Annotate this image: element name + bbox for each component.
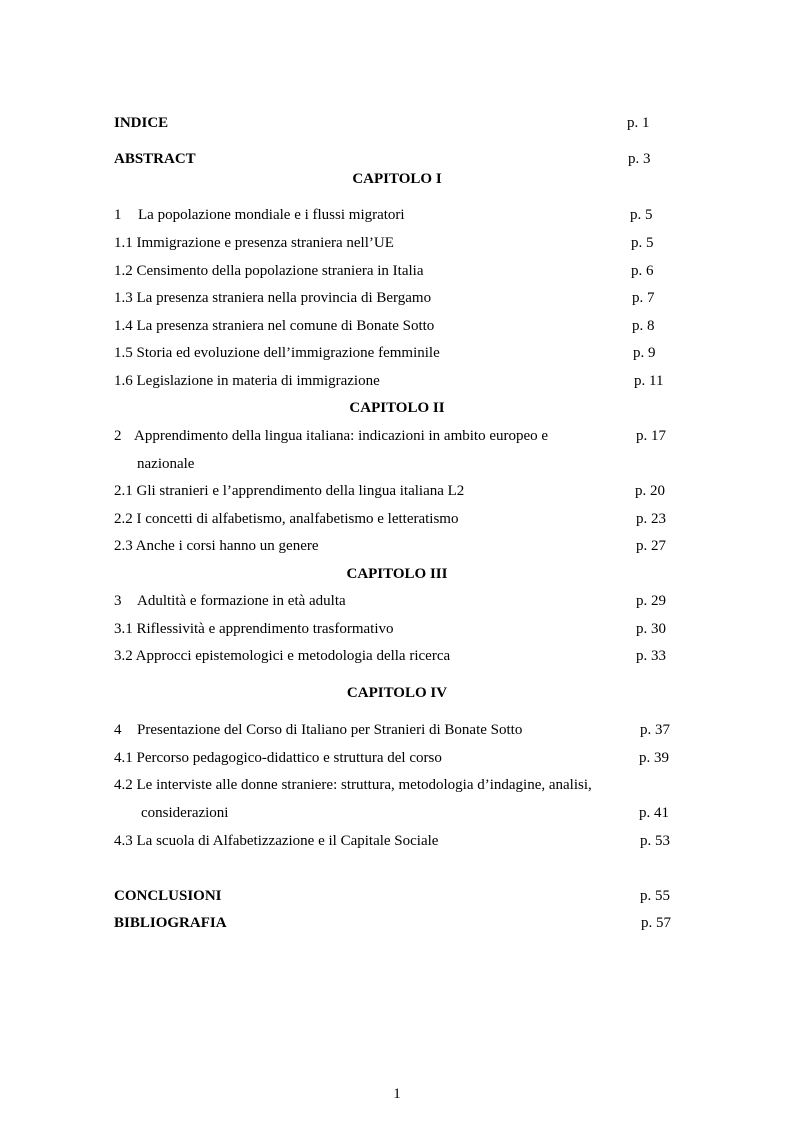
toc-entry-2-2 — [0, 512, 794, 532]
toc-page: p. 39 — [639, 750, 669, 766]
toc-title: 1.6 Legislazione in materia di immigrazione — [114, 373, 380, 389]
toc-page: p. 11 — [634, 373, 664, 389]
toc-title: 4.2 Le interviste alle donne straniere: struttura, metodologia d’indagine, analisi, — [114, 777, 592, 793]
toc-title: 2.2 I concetti di alfabetismo, analfabetismo e letteratismo — [114, 511, 459, 527]
toc-page: p. 55 — [640, 888, 670, 904]
toc-entry-4-1 — [0, 751, 794, 771]
toc-entry-2-continuation — [0, 457, 794, 477]
page-number: 1 — [393, 1086, 401, 1102]
toc-title: 4.1 Percorso pedagogico-didattico e struttura del corso — [114, 750, 442, 766]
toc-entry-1-4 — [0, 319, 794, 339]
toc-page: p. 41 — [639, 805, 669, 821]
toc-title: 1.2 Censimento della popolazione straniera in Italia — [114, 263, 424, 279]
toc-entry-bibliografia — [0, 916, 794, 936]
toc-entry-1 — [0, 208, 794, 228]
toc-title: 4.3 La scuola di Alfabetizzazione e il Capitale Sociale — [114, 833, 439, 849]
toc-page: p. 17 — [636, 428, 666, 444]
toc-title: 2.3 Anche i corsi hanno un genere — [114, 538, 319, 554]
toc-page: p. 5 — [631, 235, 654, 251]
toc-entry-4-2-continuation — [0, 806, 794, 826]
toc-page: p. 23 — [636, 511, 666, 527]
toc-entry-2 — [0, 429, 794, 449]
toc-entry-3-1 — [0, 622, 794, 642]
toc-title: 3.1 Riflessività e apprendimento trasformativo — [114, 621, 394, 637]
toc-title: Presentazione del Corso di Italiano per Stranieri di Bonate Sotto — [137, 722, 523, 738]
toc-page: p. 57 — [641, 915, 671, 931]
toc-title: 3.2 Approcci epistemologici e metodologia della ricerca — [114, 648, 451, 664]
toc-entry-1-3 — [0, 291, 794, 311]
toc-number: 2 — [114, 428, 122, 444]
toc-number: 1 — [114, 207, 122, 223]
toc-title: 1.4 La presenza straniera nel comune di Bonate Sotto — [114, 318, 435, 334]
toc-page: p. 9 — [633, 345, 656, 361]
toc-entry-4 — [0, 723, 794, 743]
toc-number: 4 — [114, 722, 122, 738]
toc-title: CONCLUSIONI — [114, 888, 222, 904]
toc-title: La popolazione mondiale e i flussi migratori — [138, 207, 405, 223]
toc-page: p. 29 — [636, 593, 666, 609]
toc-entry-4-2 — [0, 778, 794, 798]
toc-title: INDICE — [114, 115, 169, 131]
toc-entry-1-1 — [0, 236, 794, 256]
toc-page: p. 37 — [640, 722, 670, 738]
toc-title: 1.1 Immigrazione e presenza straniera nell’UE — [114, 235, 394, 251]
toc-page: p. 1 — [627, 115, 650, 131]
toc-entry-abstract — [0, 152, 794, 172]
toc-title: BIBLIOGRAFIA — [114, 915, 227, 931]
toc-entry-conclusioni — [0, 889, 794, 909]
toc-title: ABSTRACT — [114, 151, 196, 167]
toc-number: 3 — [114, 593, 122, 609]
chapter-heading-2: CAPITOLO II — [349, 400, 445, 416]
toc-page: p. 30 — [636, 621, 666, 637]
toc-title: 1.5 Storia ed evoluzione dell’immigrazione femminile — [114, 345, 440, 361]
toc-page: p. 27 — [636, 538, 666, 554]
toc-title: Apprendimento della lingua italiana: indicazioni in ambito europeo e — [134, 428, 549, 444]
toc-page: p. 8 — [632, 318, 655, 334]
toc-entry-4-3 — [0, 834, 794, 854]
toc-title-continuation: nazionale — [137, 456, 195, 472]
toc-title: Adultità e formazione in età adulta — [137, 593, 346, 609]
toc-page: p. 20 — [635, 483, 665, 499]
toc-page: p. 5 — [630, 207, 653, 223]
chapter-heading-3: CAPITOLO III — [346, 566, 448, 582]
toc-entry-3 — [0, 594, 794, 614]
toc-title: 1.3 La presenza straniera nella provincia di Bergamo — [114, 290, 432, 306]
toc-page: p. 7 — [632, 290, 655, 306]
toc-entry-1-5 — [0, 346, 794, 366]
toc-entry-2-3 — [0, 539, 794, 559]
toc-page: p. 53 — [640, 833, 670, 849]
toc-entry-indice — [0, 116, 794, 136]
toc-title-continuation: considerazioni — [141, 805, 229, 821]
toc-entry-2-1 — [0, 484, 794, 504]
toc-page: p. 33 — [636, 648, 666, 664]
toc-page: p. 3 — [628, 151, 651, 167]
chapter-heading-4: CAPITOLO IV — [346, 685, 448, 701]
toc-title: 2.1 Gli stranieri e l’apprendimento della lingua italiana L2 — [114, 483, 465, 499]
toc-entry-3-2 — [0, 649, 794, 669]
chapter-heading-1: CAPITOLO I — [352, 171, 442, 187]
toc-page: p. 6 — [631, 263, 654, 279]
toc-entry-1-6 — [0, 374, 794, 394]
toc-entry-1-2 — [0, 264, 794, 284]
